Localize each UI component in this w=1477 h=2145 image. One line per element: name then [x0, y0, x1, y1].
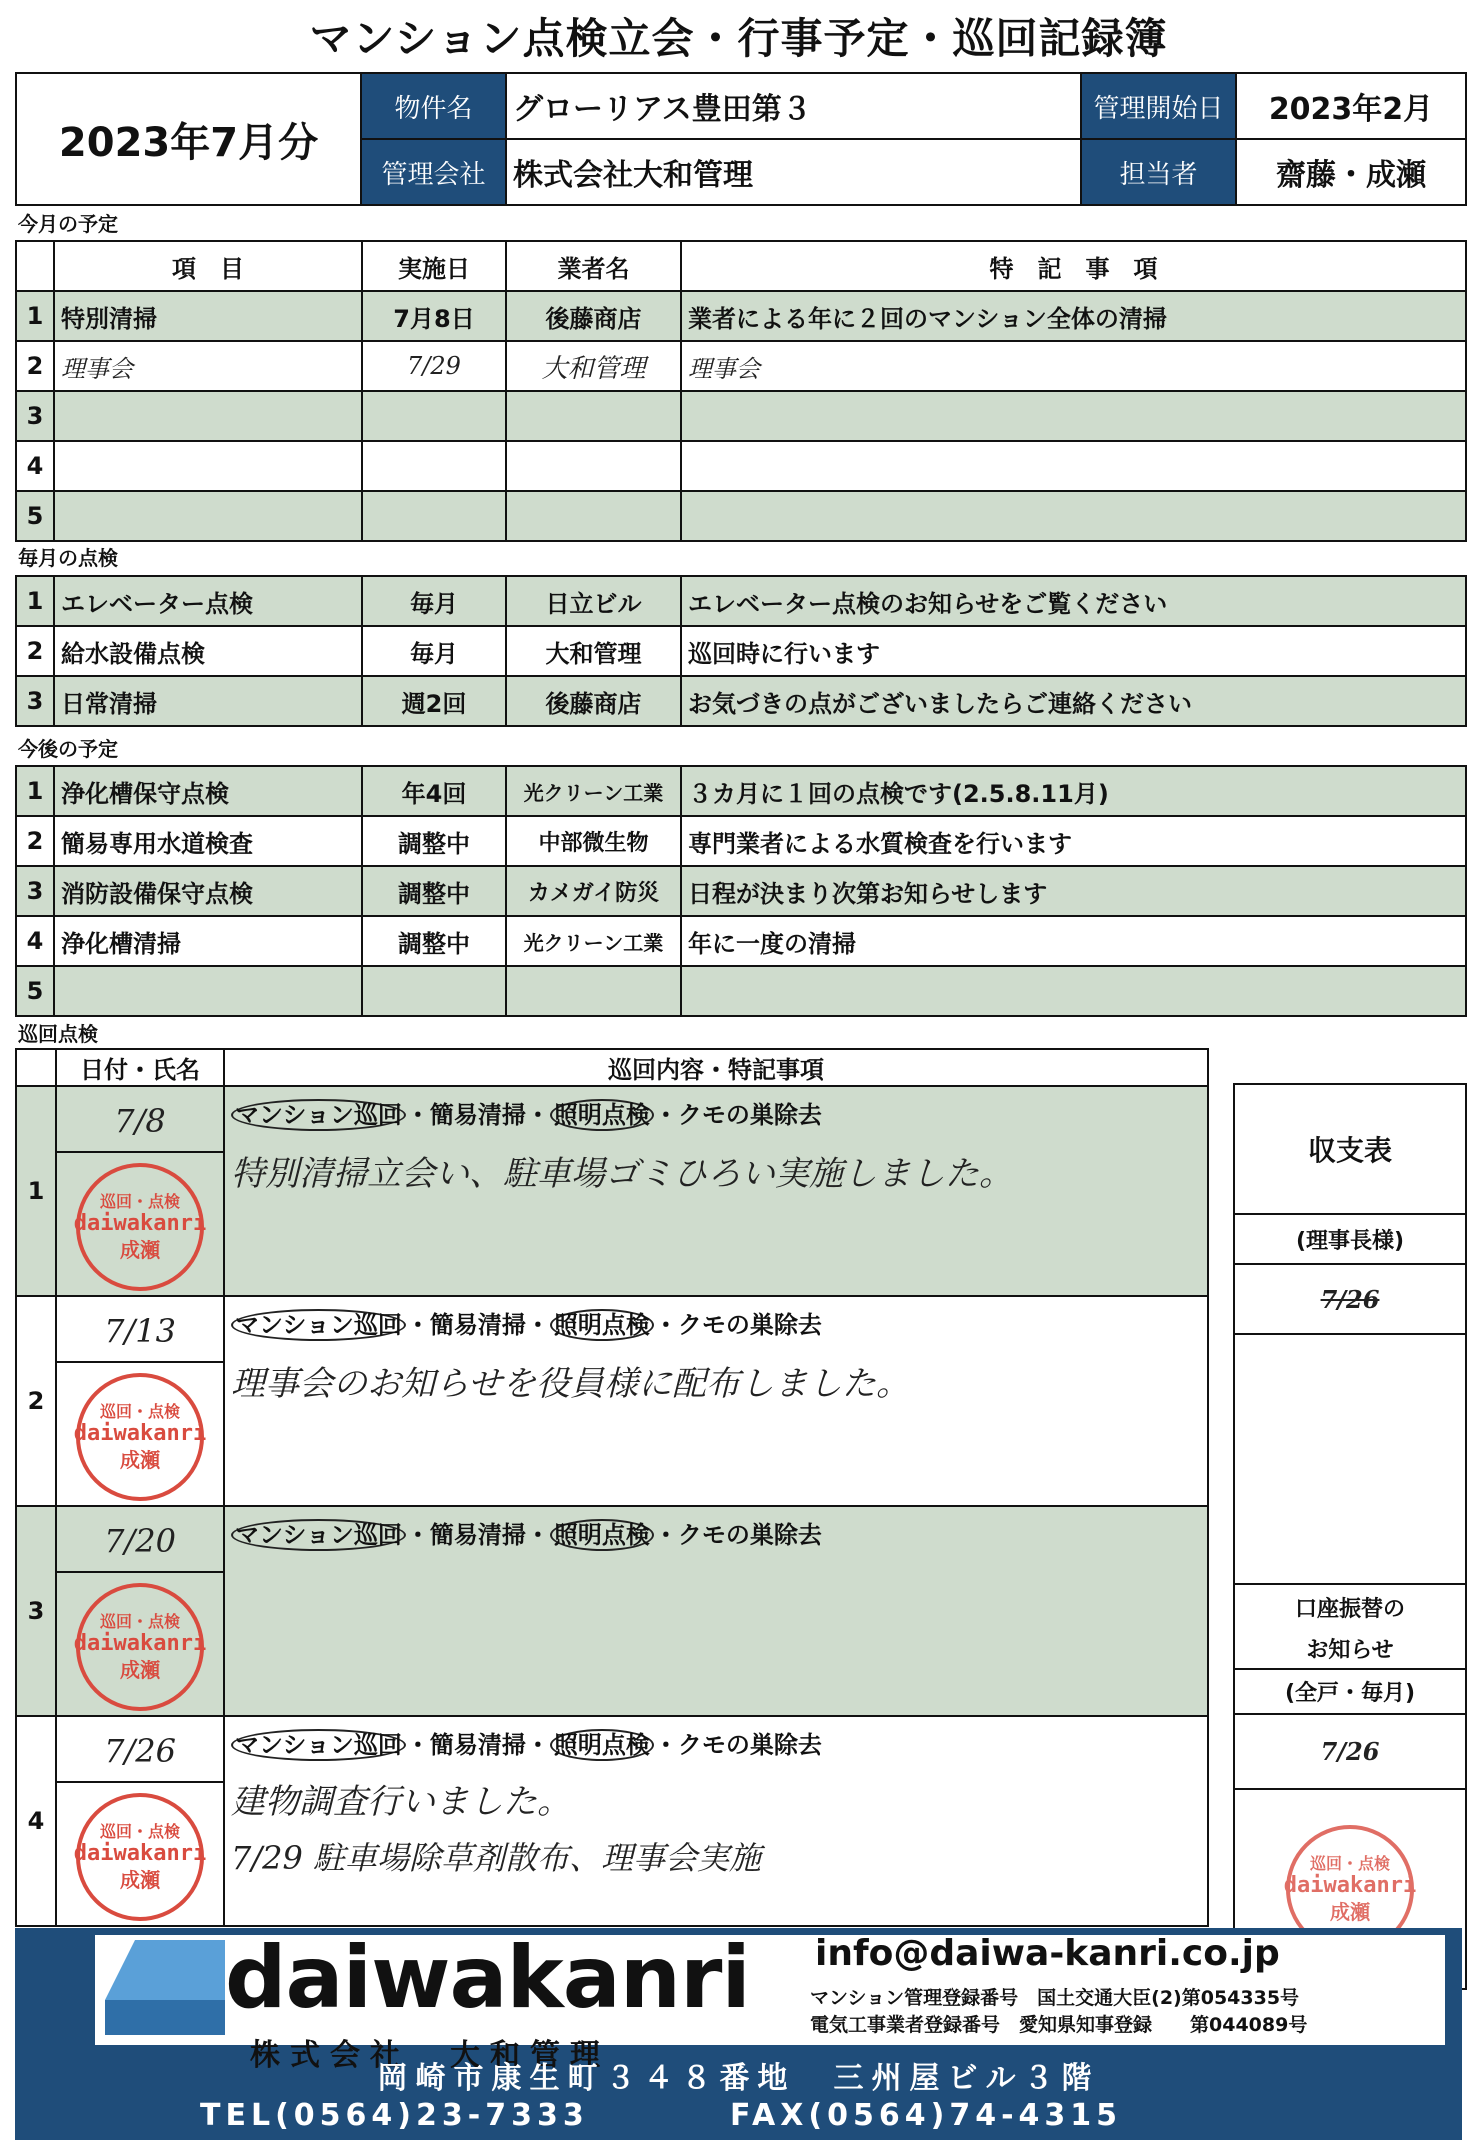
row-no: 3 — [16, 1506, 56, 1716]
row-no: 1 — [16, 576, 54, 626]
col-content: 巡回内容・特記事項 — [224, 1049, 1208, 1086]
patrol-note: 特別清掃立会い、駐車場ゴミひろい実施しました。 — [231, 1154, 1013, 1194]
row-notes: 業者による年に２回のマンション全体の清掃 — [681, 291, 1466, 341]
staff-value: 齋藤・成瀬 — [1236, 139, 1466, 205]
stamp-top: 巡回・点検 — [99, 1402, 180, 1422]
table-row — [16, 626, 1466, 676]
row-item — [54, 391, 362, 441]
stamp-top: 巡回・点検 — [1309, 1854, 1390, 1874]
stamp-top: 巡回・点検 — [99, 1192, 180, 1212]
row-notes: 専門業者による水質検査を行います — [681, 816, 1466, 866]
row-item: 特別清掃 — [54, 291, 362, 341]
row-date — [362, 966, 506, 1016]
row-date: 7月8日 — [362, 291, 506, 341]
stamp-mid: daiwakanri — [73, 1211, 207, 1237]
row-no: 2 — [16, 1296, 56, 1506]
row-notes — [681, 391, 1466, 441]
row-no: 4 — [16, 916, 54, 966]
row-notes — [681, 441, 1466, 491]
patrol-tasks — [231, 1725, 1201, 1760]
transfer-date: 7/26 — [1234, 1714, 1466, 1789]
row-no: 4 — [16, 1716, 56, 1926]
patrol-date: 7/20 — [57, 1511, 223, 1573]
staff-stamp — [73, 1793, 207, 1921]
row-date: 年4回 — [362, 766, 506, 816]
row-notes: 日程が決まり次第お知らせします — [681, 866, 1466, 916]
row-item: 日常清掃 — [54, 676, 362, 726]
row-vendor: 光クリーン工業 — [506, 916, 681, 966]
row-vendor — [506, 491, 681, 541]
company-address: 岡崎市康生町３４８番地 三州屋ビル３階 — [377, 2061, 1100, 2096]
row-notes: お気づきの点がございましたらご連絡ください — [681, 676, 1466, 726]
row-item: 浄化槽保守点検 — [54, 766, 362, 816]
patrol-tasks — [231, 1305, 1201, 1340]
task-patrol: マンション巡回 — [231, 1519, 406, 1551]
row-vendor: 光クリーン工業 — [506, 766, 681, 816]
patrol-date: 7/13 — [57, 1301, 223, 1363]
row-notes — [681, 966, 1466, 1016]
row-date — [362, 441, 506, 491]
task-lighting: 照明点検 — [550, 1519, 654, 1551]
row-vendor: 後藤商店 — [506, 676, 681, 726]
row-no: 2 — [16, 816, 54, 866]
row-no: 3 — [16, 676, 54, 726]
row-vendor — [506, 391, 681, 441]
table-row — [16, 576, 1466, 626]
company-fax: FAX(0564)74-4315 — [730, 2098, 1123, 2133]
row-vendor: 大和管理 — [506, 341, 681, 391]
task-clean: ・簡易清掃・ — [405, 1731, 550, 1759]
row-vendor: 日立ビル — [506, 576, 681, 626]
section-monthly: 毎月の点検 — [18, 546, 118, 570]
row-no: 2 — [16, 341, 54, 391]
property-label: 物件名 — [361, 73, 506, 139]
col-notes: 特 記 事 項 — [681, 241, 1466, 291]
staff-stamp — [73, 1583, 207, 1711]
start-date-label: 管理開始日 — [1081, 73, 1236, 139]
row-date: 週2回 — [362, 676, 506, 726]
patrol-date-cell — [56, 1086, 224, 1296]
row-no: 3 — [16, 866, 54, 916]
stamp-bottom: 成瀬 — [120, 1657, 160, 1682]
table-row — [16, 916, 1466, 966]
task-clean: ・簡易清掃・ — [405, 1311, 550, 1339]
table-row — [16, 816, 1466, 866]
staff-stamp — [73, 1373, 207, 1501]
task-lighting: 照明点検 — [550, 1309, 654, 1341]
row-notes: エレベーター点検のお知らせをご覧ください — [681, 576, 1466, 626]
logo-text: daiwakanri — [225, 1928, 750, 2028]
row-vendor: 後藤商店 — [506, 291, 681, 341]
patrol-content — [224, 1086, 1208, 1296]
stamp-mid: daiwakanri — [73, 1421, 207, 1447]
company-value: 株式会社大和管理 — [506, 139, 1081, 205]
patrol-row — [16, 1506, 1208, 1716]
income-date: 7/26 — [1234, 1264, 1466, 1334]
stamp-bottom: 成瀬 — [120, 1867, 160, 1892]
registration-2: 電気工事業者登録番号 愛知県知事登録 第044089号 — [810, 2014, 1308, 2036]
task-cobweb: ・クモの巣除去 — [653, 1521, 822, 1549]
patrol-date-cell — [56, 1506, 224, 1716]
col-no — [16, 241, 54, 291]
patrol-tasks — [231, 1515, 1201, 1550]
company-name-jp: 株式会社 大和管理 — [250, 2038, 610, 2073]
row-notes — [681, 491, 1466, 541]
row-vendor: 大和管理 — [506, 626, 681, 676]
monthly-table — [15, 575, 1467, 727]
section-patrol: 巡回点検 — [18, 1022, 98, 1046]
start-date-value: 2023年2月 — [1236, 73, 1466, 139]
row-item: 給水設備点検 — [54, 626, 362, 676]
table-row — [16, 866, 1466, 916]
row-notes: ３カ月に１回の点検です(2.5.8.11月) — [681, 766, 1466, 816]
stamp-mid: daiwakanri — [1283, 1873, 1417, 1899]
patrol-row — [16, 1296, 1208, 1506]
task-patrol: マンション巡回 — [231, 1729, 406, 1761]
row-item — [54, 491, 362, 541]
side-box — [1233, 1083, 1467, 1990]
row-date: 毎月 — [362, 576, 506, 626]
patrol-note: 建物調査行いました。 — [231, 1782, 571, 1822]
row-notes: 年に一度の清掃 — [681, 916, 1466, 966]
patrol-content — [224, 1506, 1208, 1716]
task-cobweb: ・クモの巣除去 — [653, 1731, 822, 1759]
staff-stamp — [73, 1163, 207, 1291]
task-clean: ・簡易清掃・ — [405, 1521, 550, 1549]
patrol-date: 7/26 — [57, 1721, 223, 1783]
table-row — [16, 766, 1466, 816]
row-date: 調整中 — [362, 866, 506, 916]
patrol-note: 理事会のお知らせを役員様に配布しました。 — [231, 1364, 910, 1404]
income-sub: (理事長様) — [1234, 1214, 1466, 1264]
col-vendor: 業者名 — [506, 241, 681, 291]
patrol-date-cell — [56, 1296, 224, 1506]
income-title: 収支表 — [1234, 1084, 1466, 1214]
company-tel: TEL(0564)23-7333 — [200, 2098, 589, 2133]
row-no: 4 — [16, 441, 54, 491]
stamp-top: 巡回・点検 — [99, 1612, 180, 1632]
patrol-row — [16, 1086, 1208, 1296]
company-email: info@daiwa-kanri.co.jp — [815, 1933, 1280, 1974]
patrol-table — [15, 1048, 1209, 1927]
task-cobweb: ・クモの巣除去 — [653, 1311, 822, 1339]
transfer-title: 口座振替の — [1234, 1584, 1466, 1629]
patrol-note: 7/29 駐車場除草剤散布、理事会実施 — [231, 1839, 762, 1877]
task-lighting: 照明点検 — [550, 1729, 654, 1761]
row-item: 浄化槽清掃 — [54, 916, 362, 966]
row-date: 調整中 — [362, 916, 506, 966]
document-title: マンション点検立会・行事予定・巡回記録簿 — [309, 14, 1168, 63]
row-item — [54, 966, 362, 1016]
patrol-date: 7/8 — [57, 1091, 223, 1153]
company-logo-icon — [105, 1940, 225, 2035]
row-vendor — [506, 966, 681, 1016]
stamp-bottom: 成瀬 — [120, 1447, 160, 1472]
row-date — [362, 491, 506, 541]
side-blank — [1234, 1334, 1466, 1584]
table-row — [16, 491, 1466, 541]
future-table — [15, 765, 1467, 1017]
property-value: グローリアス豊田第３ — [506, 73, 1081, 139]
report-month: 2023年7月分 — [16, 73, 361, 205]
section-this-month: 今月の予定 — [18, 212, 118, 236]
row-date: 7/29 — [362, 341, 506, 391]
col-date-name: 日付・氏名 — [56, 1049, 224, 1086]
table-row — [16, 676, 1466, 726]
row-no: 1 — [16, 291, 54, 341]
table-row — [16, 441, 1466, 491]
row-no: 2 — [16, 626, 54, 676]
patrol-date-cell — [56, 1716, 224, 1926]
row-date: 調整中 — [362, 816, 506, 866]
table-row — [16, 391, 1466, 441]
stamp-mid: daiwakanri — [73, 1841, 207, 1867]
section-future: 今後の予定 — [18, 737, 118, 761]
company-label: 管理会社 — [361, 139, 506, 205]
row-notes: 理事会 — [681, 341, 1466, 391]
task-patrol: マンション巡回 — [231, 1099, 406, 1131]
patrol-row — [16, 1716, 1208, 1926]
table-row — [16, 291, 1466, 341]
staff-label: 担当者 — [1081, 139, 1236, 205]
row-notes: 巡回時に行います — [681, 626, 1466, 676]
row-item: 消防設備保守点検 — [54, 866, 362, 916]
stamp-mid: daiwakanri — [73, 1631, 207, 1657]
row-date: 毎月 — [362, 626, 506, 676]
row-item — [54, 441, 362, 491]
task-cobweb: ・クモの巣除去 — [653, 1101, 822, 1129]
col-no — [16, 1049, 56, 1086]
patrol-tasks — [231, 1095, 1201, 1130]
patrol-content — [224, 1296, 1208, 1506]
col-item: 項 目 — [54, 241, 362, 291]
transfer-title-2: お知らせ — [1234, 1629, 1466, 1669]
row-no: 1 — [16, 1086, 56, 1296]
row-vendor: カメガイ防災 — [506, 866, 681, 916]
stamp-bottom: 成瀬 — [1330, 1899, 1370, 1924]
col-date: 実施日 — [362, 241, 506, 291]
patrol-content — [224, 1716, 1208, 1926]
task-patrol: マンション巡回 — [231, 1309, 406, 1341]
row-vendor: 中部微生物 — [506, 816, 681, 866]
row-item: 理事会 — [54, 341, 362, 391]
task-clean: ・簡易清掃・ — [405, 1101, 550, 1129]
row-no: 5 — [16, 966, 54, 1016]
stamp-bottom: 成瀬 — [120, 1237, 160, 1262]
row-no: 1 — [16, 766, 54, 816]
row-no: 5 — [16, 491, 54, 541]
stamp-top: 巡回・点検 — [99, 1822, 180, 1842]
row-vendor — [506, 441, 681, 491]
header-table — [15, 72, 1467, 206]
registration-1: マンション管理登録番号 国土交通大臣(2)第054335号 — [810, 1987, 1300, 2009]
task-lighting: 照明点検 — [550, 1099, 654, 1131]
row-item: エレベーター点検 — [54, 576, 362, 626]
row-no: 3 — [16, 391, 54, 441]
table-row — [16, 966, 1466, 1016]
row-date — [362, 391, 506, 441]
transfer-sub: (全戸・毎月) — [1234, 1669, 1466, 1714]
this-month-table — [15, 240, 1467, 542]
table-row — [16, 341, 1466, 391]
row-item: 簡易専用水道検査 — [54, 816, 362, 866]
